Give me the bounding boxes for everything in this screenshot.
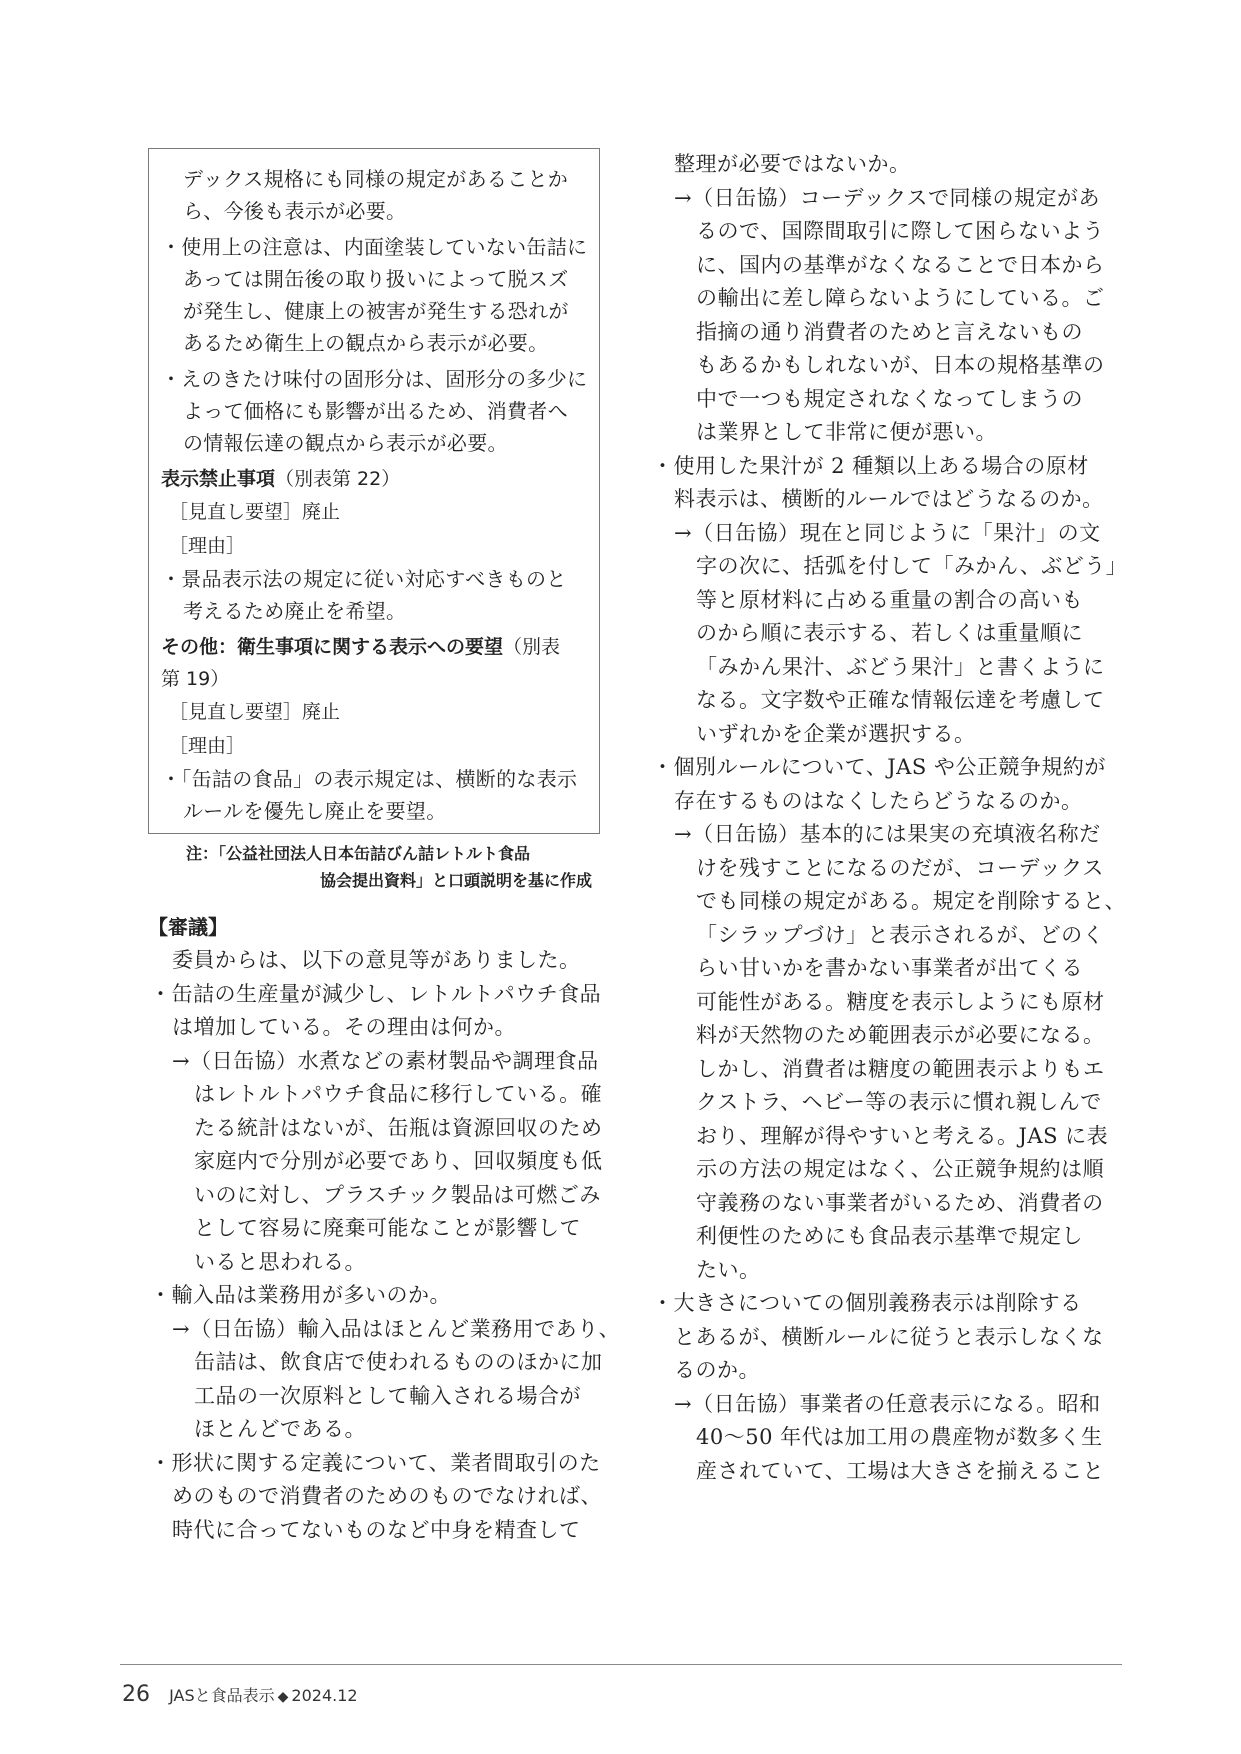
text-line: けを残すことになるのだが、コーデックス <box>696 855 1104 880</box>
answer-line: →（日缶協）水煮などの素材製品や調理食品 <box>172 1048 599 1073</box>
reason-label: ［理由］ <box>169 535 246 557</box>
text-line: めのもので消費者のためのものでなければ、 <box>172 1484 602 1508</box>
text-line: として容易に廃棄可能なことが影響して <box>194 1216 581 1240</box>
text-line: るのか。 <box>674 1358 760 1382</box>
text-line: のから順に表示する、若しくは重量順に <box>696 621 1083 645</box>
answer-line: →（日缶協）事業者の任意表示になる。昭和 <box>674 1391 1101 1416</box>
text-line: はレトルトパウチ食品に移行している。確 <box>194 1082 603 1106</box>
section-heading-other: その他：衛生事項に関する表示への要望（別表 <box>161 636 561 658</box>
text-line: 指摘の通り消費者のためと言えないもの <box>696 319 1083 344</box>
text-line: しかし、消費者は糖度の範囲表示よりもエ <box>696 1056 1105 1081</box>
text-line: 缶詰は、飲食店で使われるもののほかに加 <box>194 1350 603 1374</box>
text-line: 可能性がある。糖度を表示しようにも原材 <box>696 989 1105 1014</box>
text-line: 家庭内で分別が必要であり、回収頻度も低 <box>194 1149 603 1173</box>
source-note: 注：「公益社団法人日本缶詰びん詰レトルト食品 協会提出資料」と口頭説明を基に作成 <box>186 844 592 890</box>
text-line: よって価格にも影響が出るため、消費者へ <box>183 399 568 423</box>
text-line: ら、今後も表示が必要。 <box>183 199 407 223</box>
text-line: なる。文字数や正確な情報伝達を考慮して <box>696 688 1105 712</box>
text-line: に、国内の基準がなくなることで日本から <box>696 252 1105 277</box>
question-line: ・缶詰の生産量が減少し、レトルトパウチ食品 <box>150 981 602 1006</box>
text-line: あっては開缶後の取り扱いによって脱スズ <box>183 267 569 291</box>
text-line: は業界として非常に便が悪い。 <box>696 420 997 444</box>
section-heading-other-cont: 第 19） <box>161 668 230 690</box>
text-line: あるため衛生上の観点から表示が必要。 <box>183 331 549 355</box>
text-line: 料が天然物のため範囲表示が必要になる。 <box>696 1023 1105 1047</box>
text-line: 字の次に、括弧を付して「みかん、ぶどう」 <box>696 554 1128 578</box>
text-line: 等と原材料に占める重量の割合の高いも <box>696 587 1083 612</box>
text-line: 時代に合ってないものなど中身を精査して <box>172 1517 581 1542</box>
text-line: 利便性のためにも食品表示基準で規定し <box>696 1224 1083 1248</box>
question-line: ・使用した果汁が 2 種類以上ある場合の原材 <box>652 453 1089 478</box>
page-footer <box>122 1682 358 1707</box>
bullet-line: ・えのきたけ味付の固形分は、固形分の多少に <box>161 367 588 391</box>
text-line: 「シラップづけ」と表示されるが、どのく <box>696 922 1105 947</box>
review-request-label: ［見直し要望］廃止 <box>169 701 341 723</box>
text-line: るので、国際間取引に際して困らないよう <box>696 219 1105 243</box>
text-line: デックス規格にも同様の規定があることか <box>183 167 569 191</box>
text-line: 存在するものはなくしたらどうなるのか。 <box>674 788 1083 813</box>
text-line: 料表示は、横断的ルールではどうなるのか。 <box>674 487 1104 511</box>
footer-divider <box>120 1664 1122 1665</box>
text-line: たる統計はないが、缶瓶は資源回収のため <box>194 1115 603 1140</box>
section-heading-prohibited: 表示禁止事項（別表第 22） <box>161 468 401 490</box>
text-line: ほとんどである。 <box>194 1417 366 1441</box>
page-number: 26 <box>122 1682 150 1707</box>
review-request-label: ［見直し要望］廃止 <box>169 501 341 523</box>
answer-line: →（日缶協）コーデックスで同様の規定があ <box>674 185 1100 210</box>
text-line: でも同様の規定がある。規定を削除すると、 <box>696 889 1126 913</box>
text-line: 整理が必要ではないか。 <box>674 152 911 176</box>
publication-title: JASと食品表示 ◆ 2024.12 <box>169 1686 358 1705</box>
text-line: いると思われる。 <box>194 1249 366 1274</box>
text-line: が発生し、健康上の被害が発生する恐れが <box>183 299 569 323</box>
text-line: とあるが、横断ルールに従うと表示しなくな <box>674 1324 1104 1349</box>
text-line: の輸出に差し障らないようにしている。ご <box>696 286 1105 310</box>
right-column <box>652 148 1128 1488</box>
text-line: 工品の一次原料として輸入される場合が <box>194 1383 581 1408</box>
reason-label: ［理由］ <box>169 735 246 757</box>
text-line: いずれかを企業が選択する。 <box>696 721 976 746</box>
text-line: 示の方法の規定はなく、公正競争規約は順 <box>696 1157 1105 1181</box>
answer-line: →（日缶協）基本的には果実の充填液名称だ <box>674 822 1101 846</box>
text-line: 守義務のない事業者がいるため、消費者の <box>696 1190 1104 1215</box>
bullet-line: ・「缶詰の食品」の表示規定は、横断的な表示 <box>161 767 578 791</box>
deliberation-title: 【審議】 <box>148 915 228 939</box>
intro-line: 委員からは、以下の意見等がありました。 <box>172 948 581 972</box>
answer-line: →（日缶協）輸入品はほとんど業務用であり、 <box>172 1316 621 1341</box>
diamond-icon: ◆ <box>277 1689 289 1705</box>
text-line: らい甘いかを書かない事業者が出てくる <box>696 956 1083 980</box>
question-line: ・個別ルールについて、JAS や公正競争規約が <box>652 755 1106 779</box>
question-line: ・形状に関する定義について、業者間取引のた <box>150 1450 601 1475</box>
text-line: もあるかもしれないが、日本の規格基準の <box>696 353 1105 377</box>
text-line: は増加している。その理由は何か。 <box>172 1015 516 1039</box>
bullet-line: ・景品表示法の規定に従い対応すべきものと <box>161 567 567 591</box>
left-column <box>148 148 621 1547</box>
text-line: ルールを優先し廃止を要望。 <box>183 799 447 823</box>
text-line: おり、理解が得やすいと考える。JAS に表 <box>696 1123 1109 1148</box>
text-line: たい。 <box>696 1257 761 1282</box>
request-summary-box <box>148 148 600 834</box>
text-line: クストラ、ヘビー等の表示に慣れ親しんで <box>696 1090 1102 1114</box>
text-line: 40〜50 年代は加工用の農産物が数多く生 <box>696 1425 1103 1449</box>
bullet-line: ・使用上の注意は、内面塗装していない缶詰に <box>161 235 588 259</box>
text-line: の情報伝達の観点から表示が必要。 <box>183 431 508 455</box>
text-line: 中で一つも規定されなくなってしまうの <box>696 386 1083 411</box>
question-line: ・輸入品は業務用が多いのか。 <box>150 1283 451 1307</box>
question-line: ・大きさについての個別義務表示は削除する <box>652 1291 1082 1315</box>
text-line: いのに対し、プラスチック製品は可燃ごみ <box>194 1182 601 1207</box>
answer-line: →（日缶協）現在と同じように「果汁」の文 <box>674 520 1101 545</box>
text-line: 考えるため廃止を希望。 <box>183 599 407 623</box>
text-line: 産されていて、工場は大きさを揃えること <box>696 1458 1105 1483</box>
text-line: 「みかん果汁、ぶどう果汁」と書くように <box>696 654 1105 679</box>
